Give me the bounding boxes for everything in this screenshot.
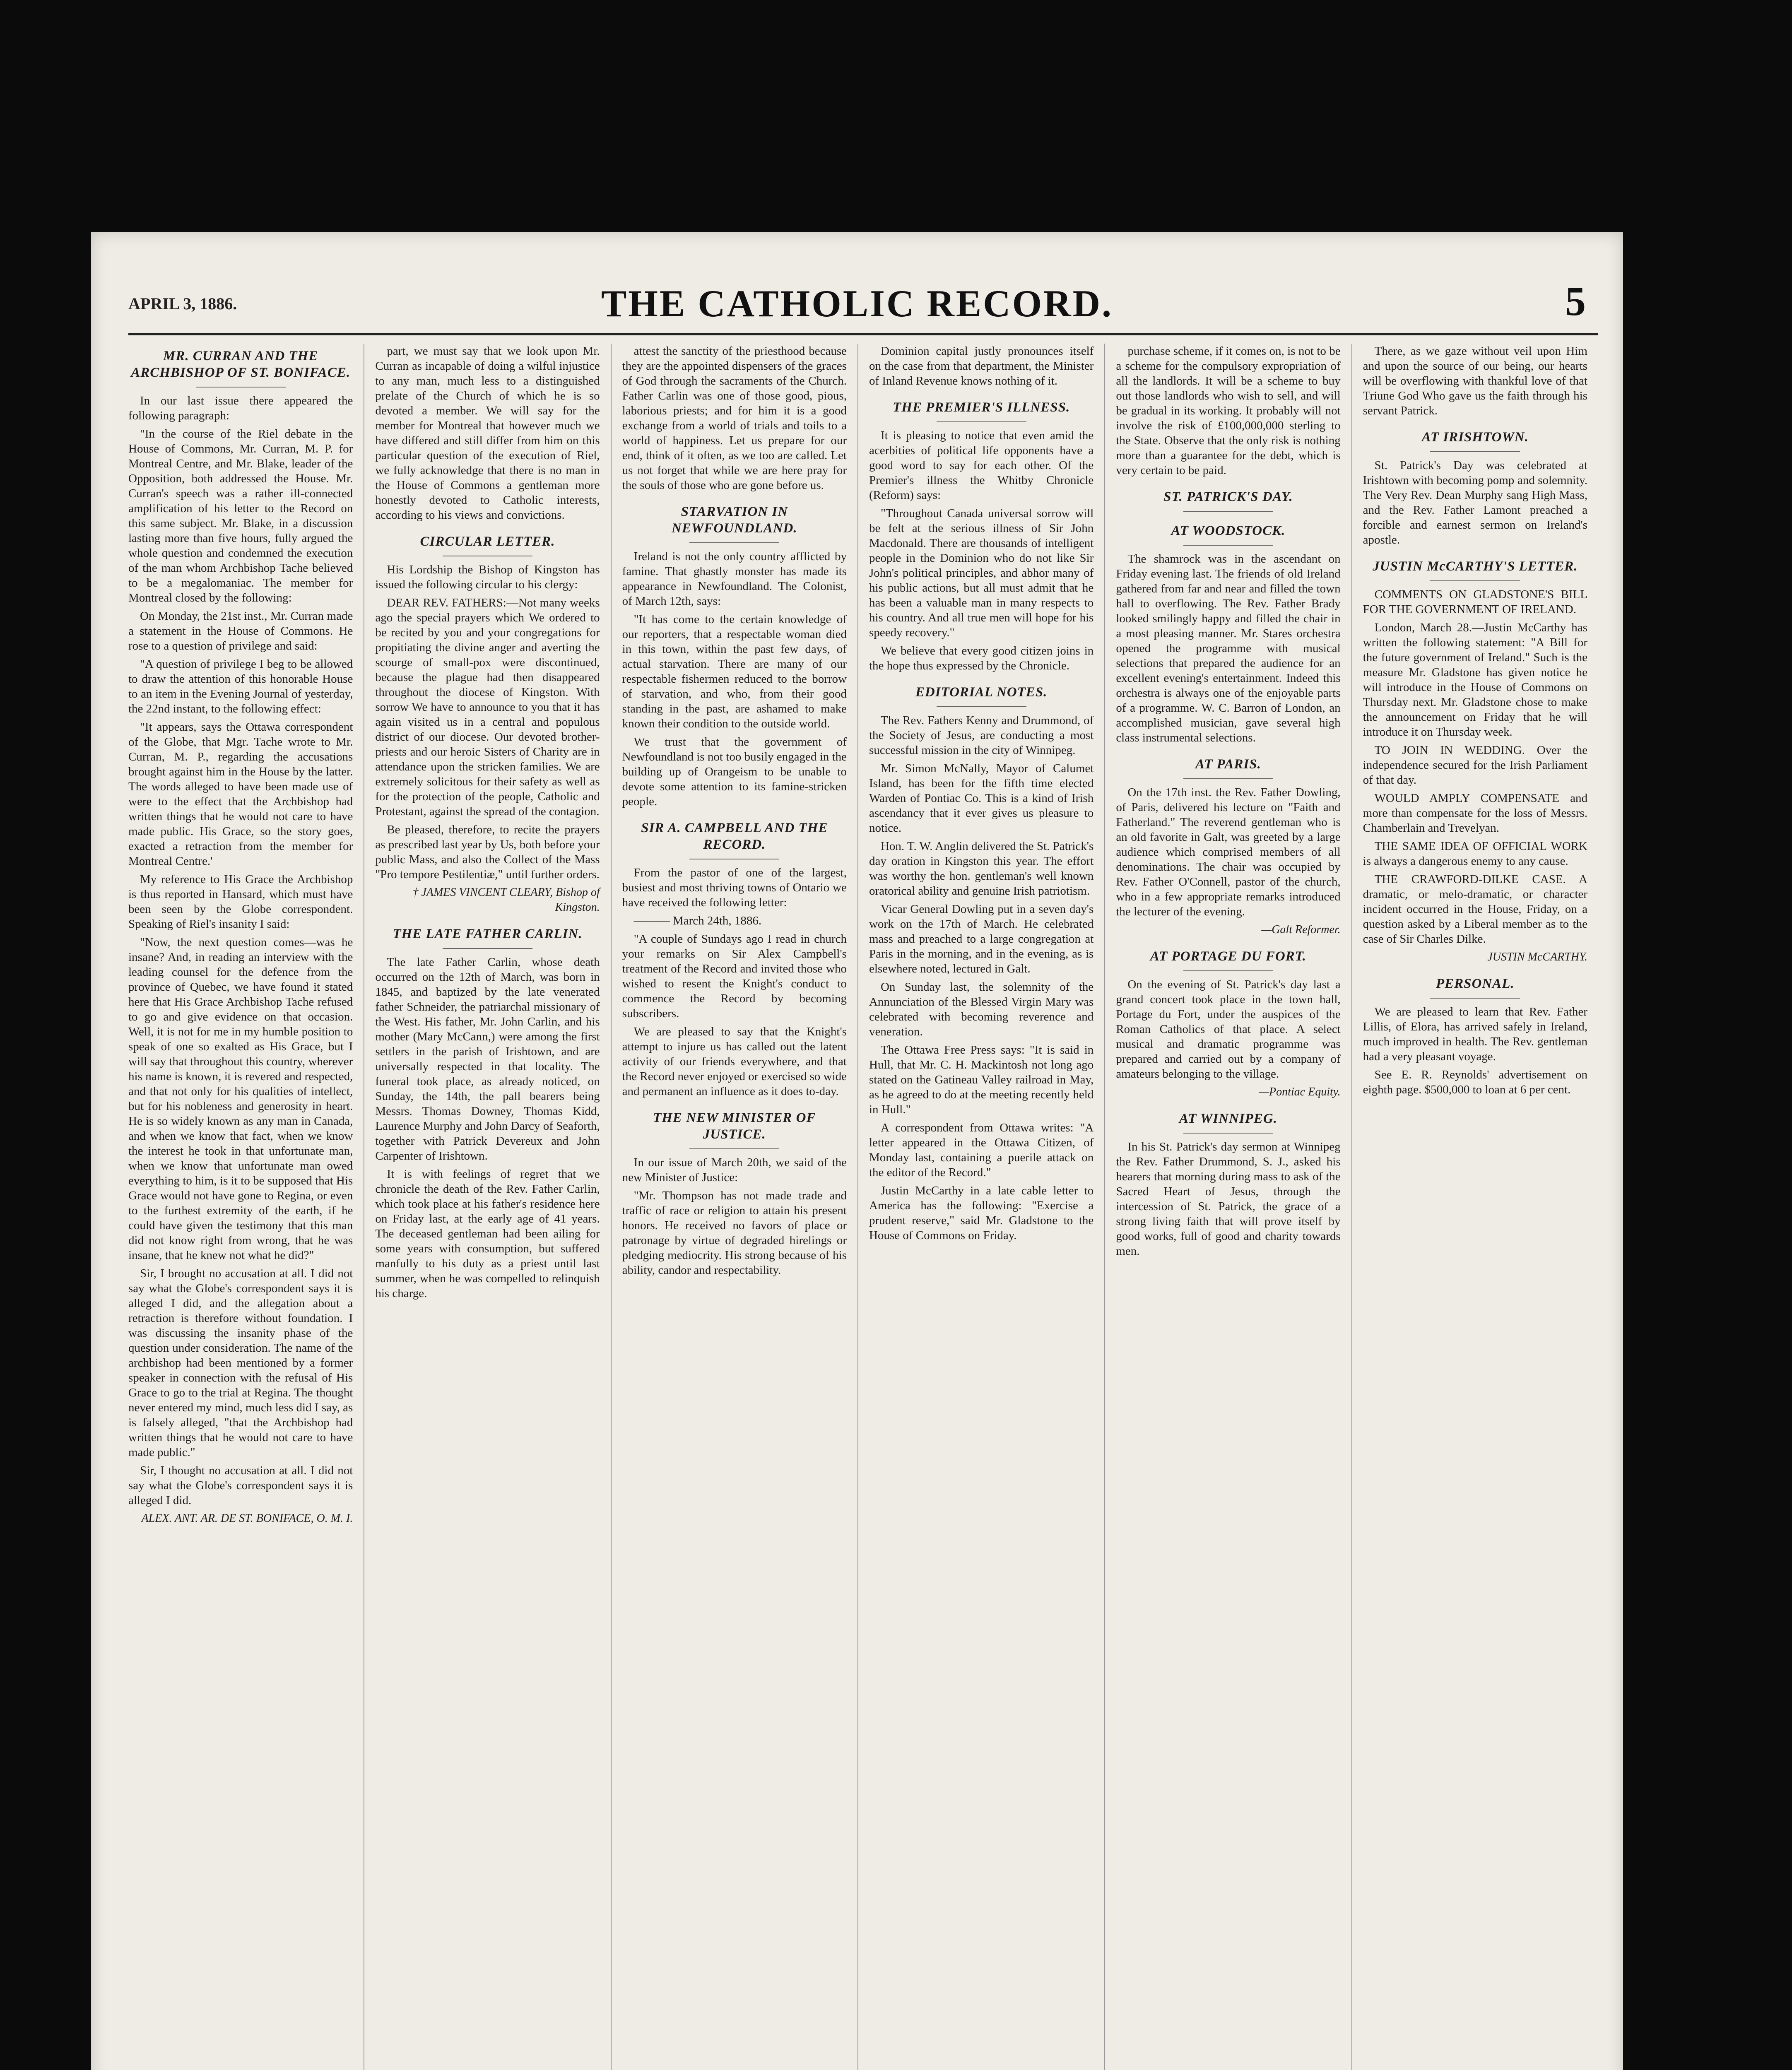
column-1 — [128, 344, 364, 2070]
article-body — [375, 955, 600, 1301]
article-heading: SIR A. CAMPBELL AND THE RECORD. — [641, 821, 828, 852]
newspaper-title: THE CATHOLIC RECORD. — [601, 282, 1113, 325]
article — [375, 926, 600, 1301]
article — [622, 503, 847, 809]
paragraph: Mr. Simon McNally, Mayor of Calumet Island, has been for the fifth time elected Warden of Pontiac Co. This is a kind of Irish ascendancy that it ever gives us pleasure to notice. — [869, 762, 1094, 835]
article — [1116, 344, 1340, 478]
paragraph: DEAR REV. FATHERS:—Not many weeks ago the special prayers which We ordered to be recited by you and your congregations for propitiating the divine anger and averting the scourge of small-pox were discontinued, because the plague had then disappeared throughout the diocese of Kingston. With sorrow We have to announce to you that it has again visited us in a central and populous district of our diocese. Our devoted brother-priests and our heroic Sisters of Charity are in attendance upon the stricken families. We are extremely solicitous for their safety as well as for the protection of the people, Catholic and Protestant, against the spread of the contagion. — [375, 596, 600, 818]
column-4 — [857, 344, 1104, 2070]
article — [1116, 756, 1340, 937]
paragraph: In our issue of March 20th, we said of the new Minister of Justice: — [622, 1156, 847, 1184]
article-body — [1116, 1139, 1340, 1259]
article-heading: CIRCULAR LETTER. — [420, 534, 555, 549]
heading-divider — [689, 1148, 779, 1149]
paragraph: There, as we gaze without veil upon Him and upon the source of our being, our hearts will be overflowing with thankful love of that Triune God Who gave us the faith through his servant Patrick. — [1363, 344, 1587, 417]
heading-divider — [1183, 1133, 1273, 1134]
article-signature: —Galt Reformer. — [1261, 923, 1341, 936]
paragraph: "Mr. Thompson has not made trade and traffic of race or religion to attain his present honors. He received no favors of place or patronage by virtue of degraded hirelings or pledging mediocrity. His strong because of his ability, candor and respectability. — [622, 1189, 847, 1277]
article-heading: JUSTIN McCARTHY'S LETTER. — [1373, 559, 1578, 574]
article-heading: STARVATION IN NEWFOUNDLAND. — [672, 504, 797, 536]
article-heading: EDITORIAL NOTES. — [915, 685, 1048, 700]
article-signature: —Pontiac Equity. — [1259, 1086, 1341, 1098]
paragraph: attest the sanctity of the priesthood because they are the appointed dispensers of the graces of God through the sacraments of the Church. Father Carlin was one of those good, pious, laborious priests; and for him it is a good exchange from a world of trials and toils to a world of happiness. Let us prepare for our end, think of it often, as we too are called. Let us not forget that while we are here pray for the souls of those who are gone before us. — [622, 344, 847, 492]
paragraph: THE CRAWFORD-DILKE CASE. A dramatic, or melo-dramatic, or character incident occurred in the House, Friday, on a question asked by a Liberal member as to the case of Sir Charles Dilke. — [1363, 873, 1587, 946]
paragraph: TO JOIN IN WEDDING. Over the independence secured for the Irish Parliament of that day. — [1363, 744, 1587, 787]
paragraph: We are pleased to learn that Rev. Father Lillis, of Elora, has arrived safely in Ireland, much improved in health. The Rev. gentleman had a very pleasant voyage. — [1363, 1005, 1587, 1063]
article-body — [622, 1155, 847, 1278]
article-heading: AT WINNIPEG. — [1179, 1111, 1277, 1126]
article-heading: AT PORTAGE DU FORT. — [1150, 949, 1307, 964]
paragraph: Sir, I brought no accusation at all. I did not say what the Globe's correspondent says it is alleged I did, and the allegation about a retraction is therefore without foundation. I was discussing the insanity phase of the question under consideration. The name of the archbishop had been mentioned by a former speaker in connection with the refusal of His Grace to go to the trial at Regina. The thought never entered my mind, much less did I say, as is falsely alleged, "that the Archbishop had written things that he would not care to have made public." — [128, 1267, 353, 1459]
paragraph: "In the course of the Riel debate in the House of Commons, Mr. Curran, M. P. for Montreal Centre, and Mr. Blake, leader of the Opposition, both addressed the House. Mr. Curran's speech was a rather ill-connected amplification of his letter to the Record on this same subject. Mr. Blake, in a discussion lasting more than five hours, fully argued the whole question and condemned the execution of the man whom Archbishop Tache believed to be a megalomaniac. The member for Montreal closed by the following: — [128, 427, 353, 604]
paragraph: From the pastor of one of the largest, busiest and most thriving towns of Ontario we have received the following letter: — [622, 866, 847, 909]
article-body — [1363, 344, 1587, 418]
paragraph: WOULD AMPLY COMPENSATE and more than compensate for the loss of Messrs. Chamberlain and Trevelyan. — [1363, 792, 1587, 835]
paragraph: The Rev. Fathers Kenny and Drummond, of the Society of Jesus, are conducting a most successful mission in the city of Winnipeg. — [869, 714, 1094, 757]
heading-divider — [1430, 451, 1520, 452]
column-5 — [1104, 344, 1351, 2070]
issue-date: APRIL 3, 1886. — [128, 294, 237, 313]
paragraph: "A question of privilege I beg to be allowed to draw the attention of this honorable House to an item in the Evening Journal of yesterday, the 22nd instant, to the following effect: — [128, 657, 353, 715]
article-body — [1116, 785, 1340, 919]
article — [1116, 1110, 1340, 1259]
paragraph: A correspondent from Ottawa writes: "A letter appeared in the Ottawa Citizen, of Monday last, containing a puerile attack on the editor of the Record." — [869, 1121, 1094, 1179]
article-body — [1116, 344, 1340, 478]
article-body — [375, 562, 600, 882]
article-body — [869, 344, 1094, 388]
heading-divider — [1183, 778, 1273, 779]
column-2 — [364, 344, 610, 2070]
article — [375, 344, 600, 522]
paragraph: The late Father Carlin, whose death occurred on the 12th of March, was born in 1845, and baptized by the late venerated father Schneider, the patriarchal missionary of the West. His father, Mr. John Carlin, and his mother (Mary McCann,) were among the first settlers in the parish of Irishtown, and are universally respected in that locality. The funeral took place, as already noticed, on Sunday, the 14th, the pall bearers being Messrs. Thomas Downey, Thomas Kidd, Laurence Murphy and John Darcy of Seaforth, together with Patrick Devereux and John Carpenter of Irishtown. — [375, 956, 600, 1163]
column-6 — [1351, 344, 1598, 2070]
paragraph: THE SAME IDEA OF OFFICIAL WORK is always a dangerous enemy to any cause. — [1363, 840, 1587, 868]
paragraph: "Throughout Canada universal sorrow will be felt at the serious illness of Sir John Macdonald. There are thousands of intelligent people in the Dominion who do not like Sir John's political principles, and abhor many of his public actions, but all must admit that he has been a valuable man in many respects to his country. And all true men will hope for his speedy recovery." — [869, 507, 1094, 639]
paragraph: We believe that every good citizen joins in the hope thus expressed by the Chronicle. — [869, 644, 1094, 672]
article-heading: AT PARIS. — [1195, 757, 1261, 772]
paragraph: London, March 28.—Justin McCarthy has written the following statement: "A Bill for the future government of Ireland." Such is the measure Mr. Gladstone has given notice he will introduce in the House of Commons on Thursday next. Mr. Gladstone chose to make the announcement on Friday that he will introduce it on Thursday week. — [1363, 621, 1587, 739]
paragraph: Be pleased, therefore, to recite the prayers as prescribed last year by Us, both before your public Mass, and also the Collect of the Mass "Pro tempore Pestilentiæ," until further orders. — [375, 823, 600, 881]
paragraph: purchase scheme, if it comes on, is not to be a scheme for the compulsory expropriation of all the landlords. It will be a scheme to buy out those landlords who wish to sell, and will be gradual in its working. It probably will not involve the risk of £100,000,000 sterling to the State. Observe that the only risk is nothing more than a guarantee for the debt, which is very certain to be paid. — [1116, 344, 1341, 477]
paragraph: It is with feelings of regret that we chronicle the death of the Rev. Father Carlin, which took place at his father's residence here on Friday last, at the early age of 41 years. The deceased gentleman had been ailing for some years with consumption, but suffered manfully to his duty as a priest until last summer, when he was compelled to relinquish his charge. — [375, 1167, 600, 1300]
article — [869, 684, 1094, 1243]
paragraph: On Monday, the 21st inst., Mr. Curran made a statement in the House of Commons. He rose to a question of privilege and said: — [128, 609, 353, 652]
paragraph: In his St. Patrick's day sermon at Winnipeg the Rev. Father Drummond, S. J., asked his hearers that morning during mass to ask of the Sacred Heart of Jesus, through the intercession of St. Patrick, the grace of a strong living faith that will prove itself by good works, full of good and charity towards men. — [1116, 1140, 1341, 1258]
heading-divider — [1183, 970, 1273, 971]
paragraph: part, we must say that we look upon Mr. Curran as incapable of doing a wilful injustice to any man, much less to a distinguished prelate of the Church of which he is so devoted a member. We will say for the member for Montreal that however much we have differed and still differ from him on this particular question of the execution of Riel, we fully acknowledge that there is no man in the House of Commons a gentleman more honestly devoted to Catholic interests, according to his views and convictions. — [375, 344, 600, 522]
article-body — [622, 344, 847, 493]
paragraph: "Now, the next question comes—was he insane? And, in reading an interview with the leading counsel for the defence from the province of Quebec, we have found it stated here that His Grace Archbishop Tache refused to go and give evidence on that occasion. Well, it is not for me in my humble position to speak of one so exalted as His Grace, but I will say that throughout this country, wherever his name is known, it is revered and respected, and that not only for his qualities of intellect, but for his nobleness and generosity in heart. He is so widely known as any man in Canada, and when we know that fact, when we know the interest he took in that unfortunate man, when we know that unfortunate man owed everything to him, is it to be supposed that His Grace would not have gone to Regina, or even to the furthest extremity of the earth, if he could have given the testimony that this man did not know right from wrong, that he was insane, that he knew not what he did?" — [128, 936, 353, 1262]
article-body — [1116, 977, 1340, 1081]
paragraph: "It appears, says the Ottawa correspondent of the Globe, that Mgr. Tache wrote to Mr. Curran, M. P., regarding the accusations brought against him in the House by the latter. The words alleged to have been made use of were to the effect that the Archbishop had written things that he would not care to have made public. His Grace, so the story goes, exacted a retraction from the member for Montreal Centre.' — [128, 720, 353, 868]
article-signature: JUSTIN McCARTHY. — [1487, 951, 1587, 963]
article-heading: THE NEW MINISTER OF JUSTICE. — [653, 1110, 816, 1142]
article — [375, 533, 600, 915]
article-body — [1363, 587, 1587, 946]
article — [869, 344, 1094, 388]
paragraph: Sir, I thought no accusation at all. I did not say what the Globe's correspondent says it is alleged I did. — [128, 1464, 353, 1507]
masthead-rule — [128, 333, 1598, 335]
paragraph: Hon. T. W. Anglin delivered the St. Patrick's day oration in Kingston this year. The effort was worthy the hon. gentleman's well known oratorical ability and genuine Irish patriotism. — [869, 840, 1094, 898]
paragraph: On the evening of St. Patrick's day last a grand concert took place in the town hall, Portage du Fort, under the auspices of the Roman Catholics of that place. A select musical and dramatic programme was prepared and carried out by a company of amateurs belonging to the village. — [1116, 978, 1341, 1081]
paragraph: St. Patrick's Day was celebrated at Irishtown with becoming pomp and solemnity. The Very Rev. Dean Murphy sang High Mass, and the Rev. Father Lamont preached a forcible and earnest sermon on Ireland's apostle. — [1363, 459, 1587, 546]
article — [622, 1110, 847, 1278]
paragraph: My reference to His Grace the Archbishop is thus reported in Hansard, which must have been seen by the Globe correspondent. Speaking of Riel's insanity I said: — [128, 873, 353, 931]
paragraph: "A couple of Sundays ago I read in church your remarks on Sir Alex Campbell's treatment of the Record and invited those who wished to resent the Knight's conduct to commence the Record by becoming subscribers. — [622, 932, 847, 1020]
paragraph: His Lordship the Bishop of Kingston has issued the following circular to his clergy: — [375, 563, 600, 591]
heading-divider — [443, 948, 532, 949]
paragraph: ——— March 24th, 1886. — [633, 914, 762, 927]
article — [1363, 429, 1587, 547]
article-signature: ALEX. ANT. AR. DE ST. BONIFACE, O. M. I. — [141, 1512, 353, 1525]
heading-divider — [196, 387, 286, 388]
paragraph: COMMENTS ON GLADSTONE'S BILL FOR THE GOVERNMENT OF IRELAND. — [1363, 588, 1587, 616]
paragraph: It is pleasing to notice that even amid the acerbities of political life opponents have a good word to say for each other. Of the Premier's illness the Whitby Chronicle (Reform) says: — [869, 429, 1094, 502]
article — [1363, 558, 1587, 965]
article-heading: THE PREMIER'S ILLNESS. — [893, 400, 1070, 415]
paragraph: "It has come to the certain knowledge of our reporters, that a respectable woman died in this town, within the past few days, of actual starvation. There are many of our respectable fishermen reduced to the borrow of starvation, and who, from their good standing in the past, are ashamed to make known their condition to the outside world. — [622, 613, 847, 730]
article — [1116, 948, 1340, 1100]
heading-divider — [1430, 580, 1520, 581]
column-container — [128, 344, 1598, 2070]
paragraph: On the 17th inst. the Rev. Father Dowling, of Paris, delivered his lecture on "Faith and Fatherland." The reverend gentleman who is an old favorite in Galt, was greeted by a large audience which comprised members of all denominations. The chair was occupied by Rev. Father O'Connell, pastor of the church, who in a few appropriate remarks introduced the lecturer of the evening. — [1116, 786, 1341, 918]
paragraph: Justin McCarthy in a late cable letter to America has the following: "Exercise a prudent reserve," said Mr. Gladstone to the House of Commons on Friday. — [869, 1184, 1094, 1242]
article-body — [869, 713, 1094, 1243]
heading-divider — [1183, 511, 1273, 512]
article-body — [869, 428, 1094, 673]
heading-divider — [937, 421, 1026, 422]
column-3 — [611, 344, 857, 2070]
paragraph: We are pleased to say that the Knight's attempt to injure us has called out the latent activity of our friends everywhere, and that the Record never enjoyed or exercised so wide and permanent an influence as it does to-day. — [622, 1025, 847, 1098]
article — [128, 348, 353, 1526]
masthead — [91, 277, 1623, 327]
paragraph: On Sunday last, the solemnity of the Annunciation of the Blessed Virgin Mary was celebrated with becoming reverence and veneration. — [869, 980, 1094, 1038]
article — [1363, 344, 1587, 418]
article-body — [128, 393, 353, 1508]
article-heading: MR. CURRAN AND THE ARCHBISHOP OF ST. BONIFACE. — [131, 349, 351, 380]
article-body — [1363, 1004, 1587, 1097]
article — [622, 820, 847, 1099]
article — [1116, 489, 1340, 512]
article-body — [622, 549, 847, 809]
paragraph: We trust that the government of Newfoundland is not too busily engaged in the building up of Orangeism to be unable to devote some attention to its famine-stricken people. — [622, 735, 847, 808]
paragraph: Dominion capital justly pronounces itself on the case from that department, the Minister of Inland Revenue knows nothing of it. — [869, 344, 1094, 388]
paragraph: In our last issue there appeared the following paragraph: — [128, 394, 353, 422]
article-body — [1363, 458, 1587, 547]
article-heading: PERSONAL. — [1436, 976, 1515, 991]
heading-divider — [1430, 998, 1520, 999]
paragraph: See E. R. Reynolds' advertisement on eighth page. $500,000 to loan at 6 per cent. — [1363, 1068, 1587, 1096]
article-heading: THE LATE FATHER CARLIN. — [393, 927, 583, 941]
article — [1363, 975, 1587, 1097]
article-body — [1116, 551, 1340, 745]
heading-divider — [689, 542, 779, 543]
article-body — [375, 344, 600, 522]
article-heading: ST. PATRICK'S DAY. — [1163, 489, 1293, 504]
paragraph: The Ottawa Free Press says: "It is said in Hull, that Mr. C. H. Mackintosh not long ago stated on the Gatineau Valley railroad in May, as he agreed to do at the meeting recently held in Hull." — [869, 1043, 1094, 1116]
article-body — [622, 865, 847, 1099]
article-heading: AT IRISHTOWN. — [1421, 430, 1529, 445]
paragraph: Vicar General Dowling put in a seven day's work on the 17th of March. He celebrated mass and preached to a large congregation at Paris in the morning, and in the evening, as is elsewhere noted, lectured in Galt. — [869, 903, 1094, 975]
paragraph: The shamrock was in the ascendant on Friday evening last. The friends of old Ireland gathered from far and near and filled the town hall to overflowing. The Rev. Father Brady looked smilingly happy and filled the chair in a most pleasing manner. Mr. Stares orchestra opened the programme with musical selections that prepared the audience for an excellent evening's entertainment. Indeed this orchestra is always one of the enjoyable parts of a programme. W. C. Barron of London, an accomplished musician, gave several high class instrumental selections. — [1116, 552, 1341, 744]
article-signature: † JAMES VINCENT CLEARY, Bishop of Kingston. — [412, 886, 600, 914]
article — [1116, 522, 1340, 745]
article-heading: AT WOODSTOCK. — [1171, 523, 1286, 538]
paragraph: Ireland is not the only country afflicted by famine. That ghastly monster has made its appearance in Newfoundland. The Colonist, of March 12th, says: — [622, 550, 847, 608]
article — [622, 344, 847, 493]
heading-divider — [1183, 545, 1273, 546]
page-number: 5 — [1565, 278, 1586, 324]
newspaper-page — [91, 232, 1623, 2070]
article — [869, 399, 1094, 673]
heading-divider — [937, 706, 1026, 707]
